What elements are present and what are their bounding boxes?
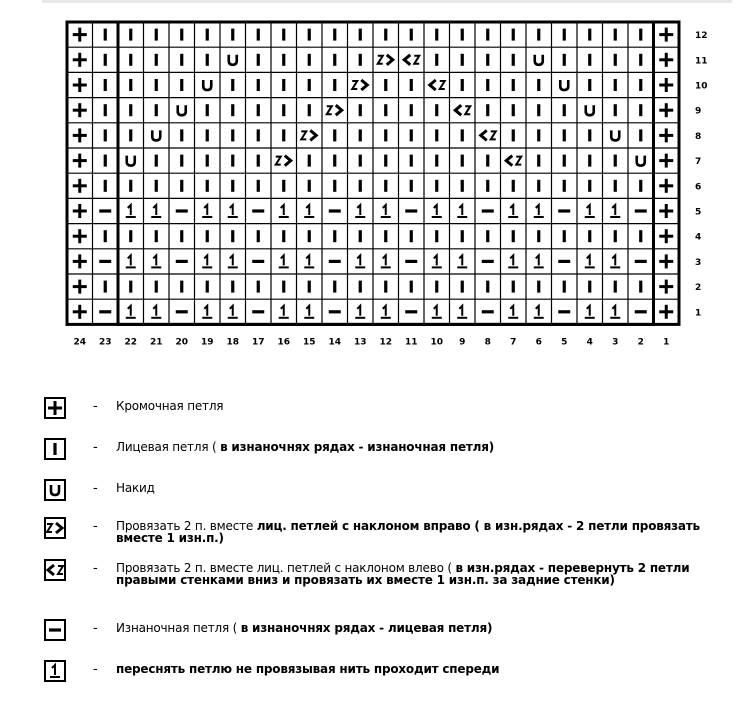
chart-cell-edge-stitch	[73, 305, 87, 319]
chart-cell-yarn-over	[203, 80, 211, 90]
legend-dash: -	[93, 621, 98, 636]
chart-cell-slip-yarn-front	[355, 255, 365, 267]
chart-cell-k2tog-left	[455, 105, 470, 115]
chart-cell-k2tog-left	[506, 156, 521, 166]
chart-cell-edge-stitch	[73, 78, 87, 92]
chart-cell-slip-yarn-front	[279, 205, 289, 217]
chart-cell-yarn-over	[127, 156, 135, 166]
chart-cell-slip-yarn-front	[151, 255, 161, 267]
column-label: 17	[251, 337, 265, 348]
chart-cell-slip-yarn-front	[279, 255, 289, 267]
column-label: 15	[302, 337, 316, 348]
legend-description	[116, 562, 731, 586]
column-label: 9	[459, 337, 466, 348]
legend-text-regular: Провязать 2 п. вместе	[116, 519, 257, 533]
chart-cell-slip-yarn-front	[151, 306, 161, 318]
legend-description	[116, 622, 731, 634]
legend-dash: -	[93, 561, 98, 576]
row-label: 9	[695, 106, 702, 117]
yarn-over-icon	[44, 479, 66, 501]
legend-text-bold: в изнаночнях рядах - изнаночная петля)	[220, 440, 495, 454]
chart-cell-edge-stitch	[659, 28, 673, 42]
legend-description	[116, 520, 731, 544]
column-label: 20	[175, 337, 189, 348]
row-label: 6	[695, 182, 702, 193]
chart-cell-slip-yarn-front	[534, 306, 544, 318]
chart-cell-edge-stitch	[659, 103, 673, 117]
chart-cell-slip-yarn-front	[304, 255, 314, 267]
chart-cell-slip-yarn-front	[126, 306, 136, 318]
chart-cell-yarn-over	[229, 55, 237, 65]
chart-cell-slip-yarn-front	[534, 205, 544, 217]
chart-cell-yarn-over	[178, 105, 186, 115]
chart-cell-slip-yarn-front	[151, 205, 161, 217]
chart-cell-slip-yarn-front	[534, 255, 544, 267]
row-label: 4	[695, 232, 702, 243]
legend-item	[44, 438, 734, 468]
column-label: 4	[586, 337, 593, 348]
chart-cell-edge-stitch	[659, 78, 673, 92]
chart-cell-edge-stitch	[73, 204, 87, 218]
column-label: 23	[98, 337, 112, 348]
column-label: 21	[149, 337, 163, 348]
row-label: 2	[695, 283, 702, 294]
chart-cell-slip-yarn-front	[202, 255, 212, 267]
legend-item	[44, 660, 734, 690]
chart-cell-k2tog-right	[301, 130, 316, 140]
row-label: 8	[695, 131, 702, 142]
slip-stitch-icon	[44, 660, 66, 682]
legend-text-regular: Накид	[116, 481, 155, 495]
legend-text-bold: в изн.рядах - перевернуть 2 петли правыми стенками вниз и провязать их вместе 1 изн.п. за задние стенки)	[116, 561, 690, 587]
k2tog-left-icon	[44, 559, 66, 581]
chart-cell-k2tog-left	[481, 130, 496, 140]
chart-cell-slip-yarn-front	[202, 306, 212, 318]
legend-text-regular: Провязать 2 п. вместе лиц. петлей с наклоном влево (	[116, 561, 456, 575]
legend-description	[116, 441, 731, 453]
chart-cell-yarn-over	[560, 80, 568, 90]
chart-cell-edge-stitch	[73, 254, 87, 268]
legend-dash: -	[93, 481, 98, 496]
chart-cell-slip-yarn-front	[610, 306, 620, 318]
column-label: 11	[404, 337, 418, 348]
chart-cell-slip-yarn-front	[355, 306, 365, 318]
chart-cell-edge-stitch	[659, 179, 673, 193]
chart-cell-slip-yarn-front	[585, 255, 595, 267]
column-label: 24	[73, 337, 87, 348]
chart-cell-slip-yarn-front	[279, 306, 289, 318]
column-label: 22	[124, 337, 138, 348]
chart-cell-edge-stitch	[73, 53, 87, 67]
k2tog-right-icon	[44, 517, 66, 539]
chart-cell-edge-stitch	[659, 305, 673, 319]
legend-text-regular: Кромочная петля	[116, 399, 224, 413]
column-label: 19	[200, 337, 214, 348]
chart-cell-slip-yarn-front	[585, 306, 595, 318]
legend-text-bold: переснять петлю не провязывая нить проходит спереди	[116, 662, 500, 676]
chart-cell-yarn-over	[611, 130, 619, 140]
chart-cell-edge-stitch	[73, 179, 87, 193]
chart-cell-slip-yarn-front	[610, 205, 620, 217]
chart-cell-slip-yarn-front	[381, 306, 391, 318]
chart-cell-edge-stitch	[73, 229, 87, 243]
legend-item	[44, 619, 734, 649]
chart-cell-edge-stitch	[659, 280, 673, 294]
chart-cell-slip-yarn-front	[228, 255, 238, 267]
chart-cell-edge-stitch	[659, 154, 673, 168]
column-label: 8	[484, 337, 491, 348]
chart-cell-slip-yarn-front	[381, 255, 391, 267]
chart-cell-slip-yarn-front	[126, 255, 136, 267]
row-label: 1	[695, 308, 702, 319]
legend-dash: -	[93, 440, 98, 455]
chart-cell-k2tog-right	[378, 55, 393, 65]
column-label: 6	[535, 337, 542, 348]
chart-cell-slip-yarn-front	[432, 205, 442, 217]
chart-cell-yarn-over	[637, 156, 645, 166]
chart-cell-edge-stitch	[659, 53, 673, 67]
column-label: 5	[561, 337, 568, 348]
chart-cell-slip-yarn-front	[457, 205, 467, 217]
legend-dash: -	[93, 399, 98, 414]
chart-cell-slip-yarn-front	[126, 205, 136, 217]
row-label: 11	[695, 56, 708, 67]
chart-cell-edge-stitch	[73, 103, 87, 117]
chart-cell-slip-yarn-front	[585, 205, 595, 217]
chart-cell-slip-yarn-front	[202, 205, 212, 217]
chart-cell-edge-stitch	[73, 128, 87, 142]
column-label: 3	[612, 337, 619, 348]
legend-item	[44, 397, 734, 427]
chart-cell-slip-yarn-front	[508, 306, 518, 318]
chart-cell-slip-yarn-front	[304, 205, 314, 217]
legend-text-bold: в изнаночнях рядах - лицевая петля)	[240, 621, 493, 635]
legend-text-bold: лиц. петлей с наклоном вправо ( в изн.рядах - 2 петли провязать вместе 1 изн.п.)	[116, 519, 700, 545]
chart-cell-yarn-over	[535, 55, 543, 65]
chart-cell-edge-stitch	[73, 154, 87, 168]
chart-cell-slip-yarn-front	[304, 306, 314, 318]
row-label: 5	[695, 207, 702, 218]
column-label: 7	[510, 337, 517, 348]
edge-stitch-icon	[44, 397, 66, 419]
column-label: 14	[328, 337, 342, 348]
chart-cell-edge-stitch	[659, 204, 673, 218]
chart-cell-slip-yarn-front	[508, 255, 518, 267]
chart-cell-slip-yarn-front	[381, 205, 391, 217]
legend-text-regular: Лицевая петля (	[116, 440, 221, 454]
chart-cell-yarn-over	[152, 130, 160, 140]
row-label: 12	[695, 31, 708, 42]
row-label: 10	[695, 81, 708, 92]
chart-cell-edge-stitch	[659, 254, 673, 268]
legend-item	[44, 517, 734, 547]
chart-cell-k2tog-left	[404, 55, 419, 65]
legend-dash: -	[93, 662, 98, 677]
column-label: 12	[379, 337, 393, 348]
chart-cell-k2tog-left	[430, 80, 445, 90]
legend-dash: -	[93, 519, 98, 534]
chart-cell-edge-stitch	[659, 128, 673, 142]
row-label: 3	[695, 257, 702, 268]
legend-description	[116, 663, 731, 675]
chart-cell-edge-stitch	[73, 28, 87, 42]
row-label: 7	[695, 157, 702, 168]
chart-cell-slip-yarn-front	[508, 205, 518, 217]
chart-cell-slip-yarn-front	[355, 205, 365, 217]
column-label: 2	[637, 337, 644, 348]
column-label: 16	[277, 337, 291, 348]
chart-cell-slip-yarn-front	[610, 255, 620, 267]
chart-cell-k2tog-right	[352, 80, 367, 90]
legend-item	[44, 559, 734, 589]
column-label: 13	[353, 337, 367, 348]
chart-cell-slip-yarn-front	[432, 255, 442, 267]
chart-cell-slip-yarn-front	[228, 205, 238, 217]
legend-description	[116, 400, 731, 412]
chart-cell-k2tog-right	[276, 156, 291, 166]
chart-cell-slip-yarn-front	[432, 306, 442, 318]
knitting-chart	[0, 0, 745, 350]
chart-cell-edge-stitch	[73, 280, 87, 294]
chart-cell-edge-stitch	[659, 229, 673, 243]
legend-text-regular: Изнаночная петля (	[116, 621, 241, 635]
chart-cell-slip-yarn-front	[228, 306, 238, 318]
legend-description	[116, 482, 731, 494]
legend-item	[44, 479, 734, 509]
column-label: 1	[663, 337, 670, 348]
knit-stitch-icon	[44, 438, 66, 460]
column-label: 18	[226, 337, 240, 348]
chart-cell-yarn-over	[586, 105, 594, 115]
purl-stitch-icon	[44, 619, 66, 641]
chart-cell-slip-yarn-front	[457, 306, 467, 318]
chart-cell-slip-yarn-front	[457, 255, 467, 267]
column-label: 10	[430, 337, 444, 348]
chart-cell-k2tog-right	[327, 105, 342, 115]
